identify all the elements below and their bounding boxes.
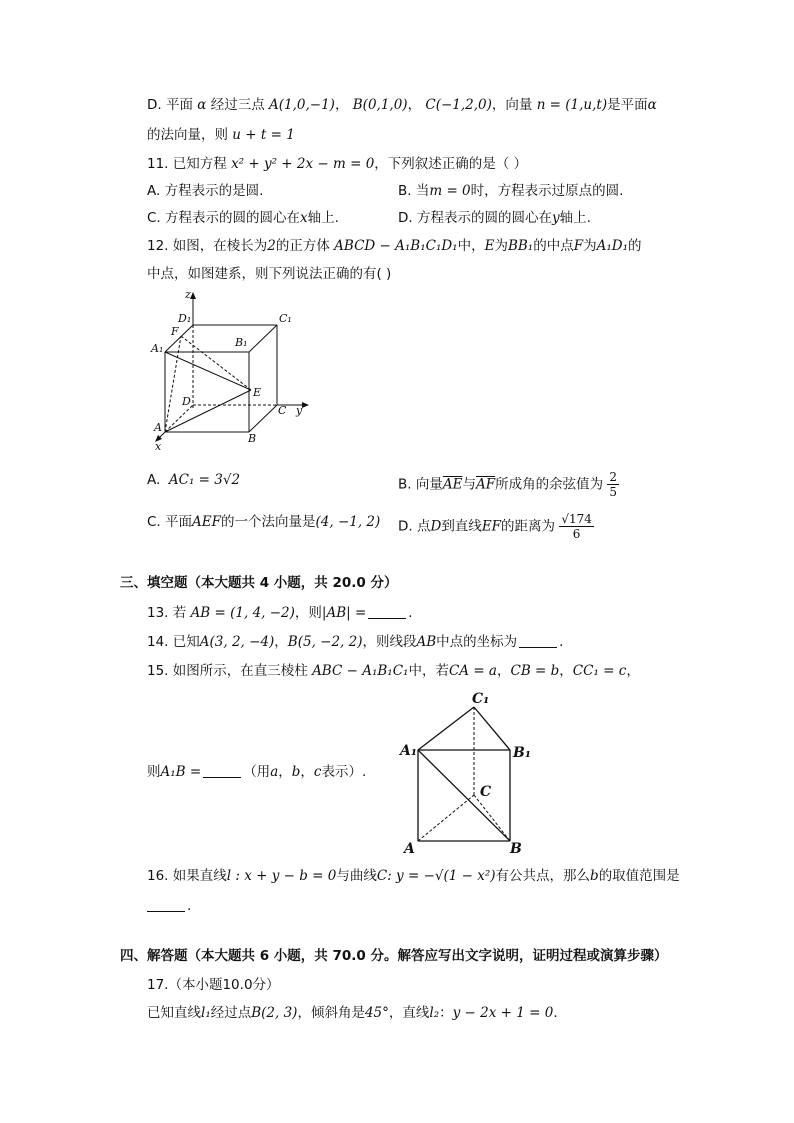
fraction-sqrt174-6: $\frac{√174}{6}$ [561,512,592,541]
q11-stem: 11. 已知方程 x² + y² + 2x − m = 0，下列叙述正确的是（ ） [147,156,528,172]
label-a1: A₁ [151,342,164,355]
edge-cb [474,795,510,841]
label-b1: B₁ [513,745,531,761]
label-b1: B₁ [235,336,248,349]
q11-option-b: B. 当m = 0时，方程表示过原点的圆. [398,183,624,199]
q12-stem: 12. 如图，在棱长为2的正方体 ABCD − A₁B₁C₁D₁中，E为BB₁的中点F为A₁D₁的 [147,238,642,254]
label-b: B [510,841,522,857]
edge-ad [165,405,193,432]
label-c: C [480,784,492,800]
segment-ae [165,390,251,432]
segment-af [165,336,181,432]
q16-cont: . [147,896,191,916]
q10-option-d: D. 平面 α 经过三点 A(1,0,−1)， B(0,1,0)， C(−1,2,0)，向量 n = (1,u,t)是平面α [147,97,657,113]
section-3-title: 三、填空题（本大题共 4 小题，共 20.0 分） [120,575,398,591]
label-e: E [253,386,262,399]
axis-y-arrow [302,402,309,408]
answer-blank[interactable] [203,763,241,778]
edge-b1c1 [249,325,277,352]
q12-option-c: C. 平面AEF的一个法向量是(4, −1, 2) [147,514,381,530]
section-4-title: 四、解答题（本大题共 6 小题，共 70.0 分。解答应写出文字说明，证明过程或演算步骤） [120,948,668,964]
label-a: A [404,841,415,857]
edge-ac [418,795,474,841]
edge-a1c1 [418,707,474,750]
fraction-2-5: $\frac{2}{5}$ [609,470,618,499]
label-c1: C₁ [279,312,292,325]
edge-bc [249,405,277,432]
q16: 16. 如果直线l : x + y − b = 0与曲线C: y = −√(1 − x²)有公共点，那么b的取值范围是 [147,868,680,884]
q15-answer-line: 则A₁B = （用a，b，c表示）. [147,764,367,780]
axis-z-arrow [190,292,196,299]
answer-blank[interactable] [368,604,406,619]
label-c1: C₁ [472,691,490,707]
label-f: F [171,325,179,338]
q12-option-d: D. 点D到直线EF的距离为 $\frac{√174}{6}$ [398,512,592,541]
cube-figure [145,288,315,453]
q11-option-d: D. 方程表示的圆的圆心在y轴上. [398,210,591,226]
label-d: D [182,395,191,408]
q12-option-a: A. AC₁ = 3√2 [147,472,241,488]
q12-option-b: B. 向量$\overline{AE}$与$\overline{AF}$所成角的余弦值为 $\frac{2}{5}$ [398,470,618,499]
answer-blank[interactable] [147,897,185,912]
q11-option-c: C. 方程表示的圆的圆心在x轴上. [147,210,339,226]
q11-option-a: A. 方程表示的是圆. [147,183,264,199]
answer-blank[interactable] [519,633,557,648]
q15-stem: 15. 如图所示，在直三棱柱 ABC − A₁B₁C₁中，若CA = a，CB = b，CC₁ = c， [147,663,640,679]
label-a1: A₁ [400,743,417,759]
edge-c1b1 [474,707,510,750]
label-c: C [278,404,287,417]
label-x: x [155,440,162,453]
segment-a1e [165,352,251,390]
label-d1: D₁ [178,312,192,325]
q17-head: 17.（本小题10.0分） [147,977,280,993]
q13: 13. 若 AB = (1, 4, −2)，则|AB| = . [147,605,413,621]
q12-stem-cont: 中点，如图建系，则下列说法正确的有( ) [147,266,392,282]
label-b: B [248,432,257,445]
segment-a1b [418,750,510,841]
label-y: y [296,404,303,417]
q14: 14. 已知A(3, 2, −4)，B(5, −2, 2)，则线段AB中点的坐标为 . [147,634,564,650]
q17-stem: 已知直线l₁经过点B(2, 3)，倾斜角是45°，直线l₂：y − 2x + 1 = 0. [147,1005,558,1021]
prism-figure [398,685,548,857]
q10-option-d-cont: 的法向量，则 u + t = 1 [147,127,295,143]
label-z: z [185,288,191,301]
label-a: A [154,421,162,434]
